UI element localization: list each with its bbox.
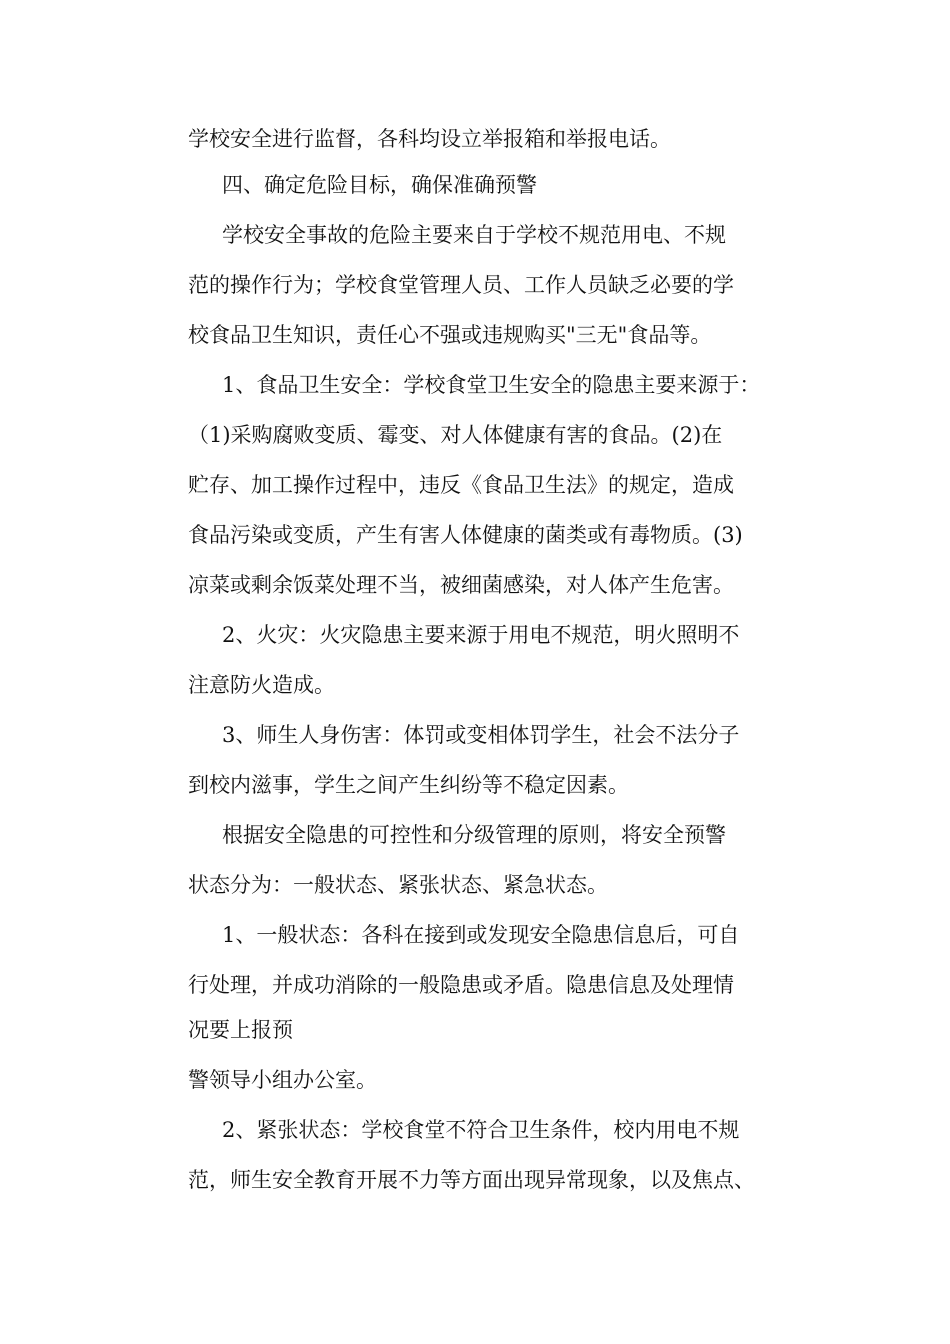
text-line: 状态分为：一般状态、紧张状态、紧急状态。 <box>188 873 608 897</box>
text-line: 警领导小组办公室。 <box>188 1068 377 1092</box>
text-line: 注意防火造成。 <box>188 673 335 697</box>
text-line: 学校安全进行监督，各科均设立举报箱和举报电话。 <box>188 127 671 151</box>
text-line: （1)采购腐败变质、霉变、对人体健康有害的食品。(2)在 <box>188 423 723 447</box>
text-line: 1、一般状态：各科在接到或发现安全隐患信息后，可自 <box>222 923 740 947</box>
text-line: 3、师生人身伤害：体罚或变相体罚学生，社会不法分子 <box>222 723 740 747</box>
text-line: 贮存、加工操作过程中，违反《食品卫生法》的规定，造成 <box>188 473 734 497</box>
text-line: 食品污染或变质，产生有害人体健康的菌类或有毒物质。(3) <box>188 523 743 547</box>
text-line: 2、火灾：火灾隐患主要来源于用电不规范，明火照明不 <box>222 623 740 647</box>
text-line: 2、紧张状态：学校食堂不符合卫生条件，校内用电不规 <box>222 1118 740 1142</box>
text-line: 校食品卫生知识，责任心不强或违规购买"三无"食品等。 <box>188 323 712 347</box>
text-line: 行处理，并成功消除的一般隐患或矛盾。隐患信息及处理情 <box>188 973 734 997</box>
text-line: 范，师生安全教育开展不力等方面出现异常现象，以及焦点、 <box>188 1168 755 1192</box>
text-line: 根据安全隐患的可控性和分级管理的原则，将安全预警 <box>222 823 726 847</box>
text-line: 凉菜或剩余饭菜处理不当，被细菌感染，对人体产生危害。 <box>188 573 734 597</box>
text-line: 学校安全事故的危险主要来自于学校不规范用电、不规 <box>222 223 726 247</box>
text-line: 到校内滋事，学生之间产生纠纷等不稳定因素。 <box>188 773 629 797</box>
text-line: 1、食品卫生安全：学校食堂卫生安全的隐患主要来源于： <box>222 373 761 397</box>
section-heading: 四、确定危险目标，确保准确预警 <box>222 173 537 197</box>
text-line: 况要上报预 <box>188 1018 293 1042</box>
text-line: 范的操作行为；学校食堂管理人员、工作人员缺乏必要的学 <box>188 273 734 297</box>
